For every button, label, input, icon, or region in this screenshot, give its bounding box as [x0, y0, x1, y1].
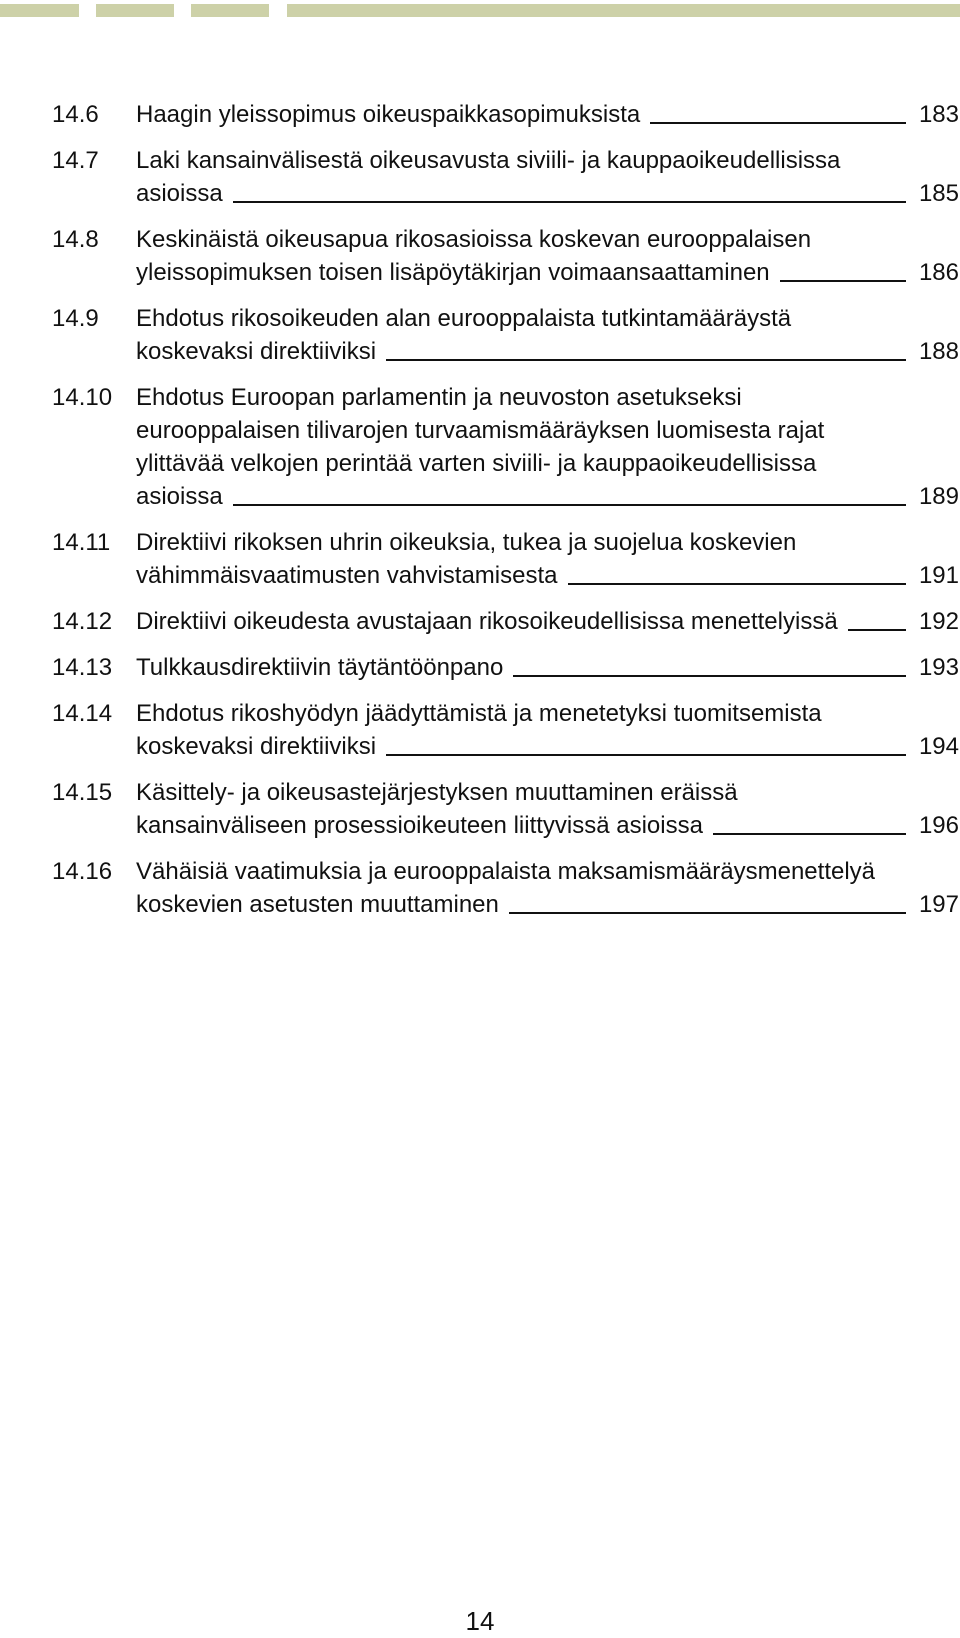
toc-entry[interactable] [52, 605, 959, 638]
toc-leader-line [233, 201, 906, 203]
header-bar-1 [0, 4, 79, 17]
toc-entry-number: 14.10 [52, 384, 113, 411]
toc-page-number: 189 [918, 483, 959, 510]
toc-entry[interactable] [52, 144, 959, 210]
toc-page-number: 183 [918, 101, 959, 128]
toc-title-line: Keskinäistä oikeusapua rikosasioissa koskevan eurooppalaisen [136, 226, 812, 253]
toc-entry-title [136, 697, 959, 763]
toc-title-line: Ehdotus rikoshyödyn jäädyttämistä ja menetetyksi tuomitsemista [136, 700, 822, 727]
toc-entry[interactable] [52, 855, 959, 921]
toc-page-number: 192 [918, 608, 959, 635]
toc-entry-title [136, 144, 959, 210]
page-number: 14 [465, 1606, 495, 1636]
toc-entry[interactable] [52, 776, 959, 842]
toc-title-text: Tulkkausdirektiivin täytäntöönpano [136, 654, 504, 681]
toc-page-number: 196 [918, 812, 959, 839]
toc-entry-number: 14.7 [52, 147, 99, 174]
toc-title-text: asioissa [136, 180, 223, 207]
toc-entry[interactable] [52, 697, 959, 763]
toc-title-text: Direktiivi oikeudesta avustajaan rikosoikeudellisissa menettelyissä [136, 608, 838, 635]
toc-entry-number: 14.6 [52, 101, 99, 128]
toc-title-line [136, 177, 959, 210]
toc-leader-line [513, 675, 906, 677]
toc-entry-number: 14.16 [52, 858, 113, 885]
toc-title-text: yleissopimuksen toisen lisäpöytäkirjan voimaansaattaminen [136, 259, 770, 286]
toc-title-line [136, 480, 959, 513]
toc-entry-title [136, 651, 959, 684]
toc-entry[interactable] [52, 651, 959, 684]
toc-entry-title [136, 855, 959, 921]
toc-entry[interactable] [52, 223, 959, 289]
toc-leader-line [713, 833, 906, 835]
toc-entry[interactable] [52, 302, 959, 368]
header-bar-4 [287, 4, 960, 17]
toc-leader-line [568, 583, 907, 585]
toc-entry-title [136, 302, 959, 368]
toc-entry-number: 14.11 [52, 529, 111, 556]
toc-title-text: koskevien asetusten muuttaminen [136, 891, 499, 918]
toc-leader-line [780, 280, 906, 282]
toc-title-line [136, 651, 959, 684]
toc-title-line: Direktiivi rikoksen uhrin oikeuksia, tukea ja suojelua koskevien [136, 529, 797, 556]
toc-title-line: Ehdotus rikosoikeuden alan eurooppalaista tutkintamääräystä [136, 305, 792, 332]
toc-title-line: Vähäisiä vaatimuksia ja eurooppalaista maksamismääräysmenettelyä [136, 858, 876, 885]
toc-leader-line [848, 629, 906, 631]
header-bar-3 [191, 4, 269, 17]
toc-title-line [136, 335, 959, 368]
toc-leader-line [386, 754, 906, 756]
toc-page-number: 191 [918, 562, 959, 589]
toc-title-text: vähimmäisvaatimusten vahvistamisesta [136, 562, 558, 589]
toc-title-text: kansainväliseen prosessioikeuteen liittyvissä asioissa [136, 812, 703, 839]
toc-entry-title [136, 381, 959, 513]
toc-title-line: eurooppalaisen tilivarojen turvaamismääräyksen luomisesta rajat [136, 417, 825, 444]
toc-entry-title [136, 605, 959, 638]
toc-title-line [136, 730, 959, 763]
toc-page-number: 193 [918, 654, 959, 681]
toc-title-text: Haagin yleissopimus oikeuspaikkasopimuksista [136, 101, 641, 128]
toc-page-number: 186 [918, 259, 959, 286]
toc-title-line [136, 605, 959, 638]
toc-entry-title [136, 526, 959, 592]
toc-page-number: 185 [918, 180, 959, 207]
header-bar-2 [96, 4, 174, 17]
toc-title-text: asioissa [136, 483, 223, 510]
toc-page-number: 197 [918, 891, 959, 918]
toc-title-line: Käsittely- ja oikeusastejärjestyksen muuttaminen eräissä [136, 779, 738, 806]
toc-leader-line [509, 912, 906, 914]
toc-title-line [136, 809, 959, 842]
toc-entry-title [136, 223, 959, 289]
toc-leader-line [386, 359, 906, 361]
toc-title-line [136, 559, 959, 592]
toc-entry-number: 14.13 [52, 654, 113, 681]
toc-entry-number: 14.8 [52, 226, 99, 253]
toc-entry-title [136, 776, 959, 842]
toc-entry-number: 14.9 [52, 305, 99, 332]
toc-entry-number: 14.12 [52, 608, 113, 635]
toc-leader-line [233, 504, 906, 506]
toc-page-number: 194 [918, 733, 959, 760]
toc-entry[interactable] [52, 526, 959, 592]
toc-title-text: koskevaksi direktiiviksi [136, 733, 377, 760]
toc-title-text: koskevaksi direktiiviksi [136, 338, 377, 365]
toc-title-line [136, 98, 959, 131]
toc-entry[interactable] [52, 381, 959, 513]
toc-entry[interactable] [52, 98, 959, 131]
toc-title-line: Ehdotus Euroopan parlamentin ja neuvoston asetukseksi [136, 384, 742, 411]
toc-entry-title [136, 98, 959, 131]
toc-title-line [136, 888, 959, 921]
table-of-contents [52, 98, 959, 934]
toc-leader-line [650, 122, 906, 124]
toc-page-number: 188 [918, 338, 959, 365]
toc-title-line: Laki kansainvälisestä oikeusavusta siviili- ja kauppaoikeudellisissa [136, 147, 841, 174]
toc-entry-number: 14.14 [52, 700, 113, 727]
toc-entry-number: 14.15 [52, 779, 113, 806]
toc-title-line: ylittävää velkojen perintää varten siviili- ja kauppaoikeudellisissa [136, 450, 817, 477]
toc-title-line [136, 256, 959, 289]
